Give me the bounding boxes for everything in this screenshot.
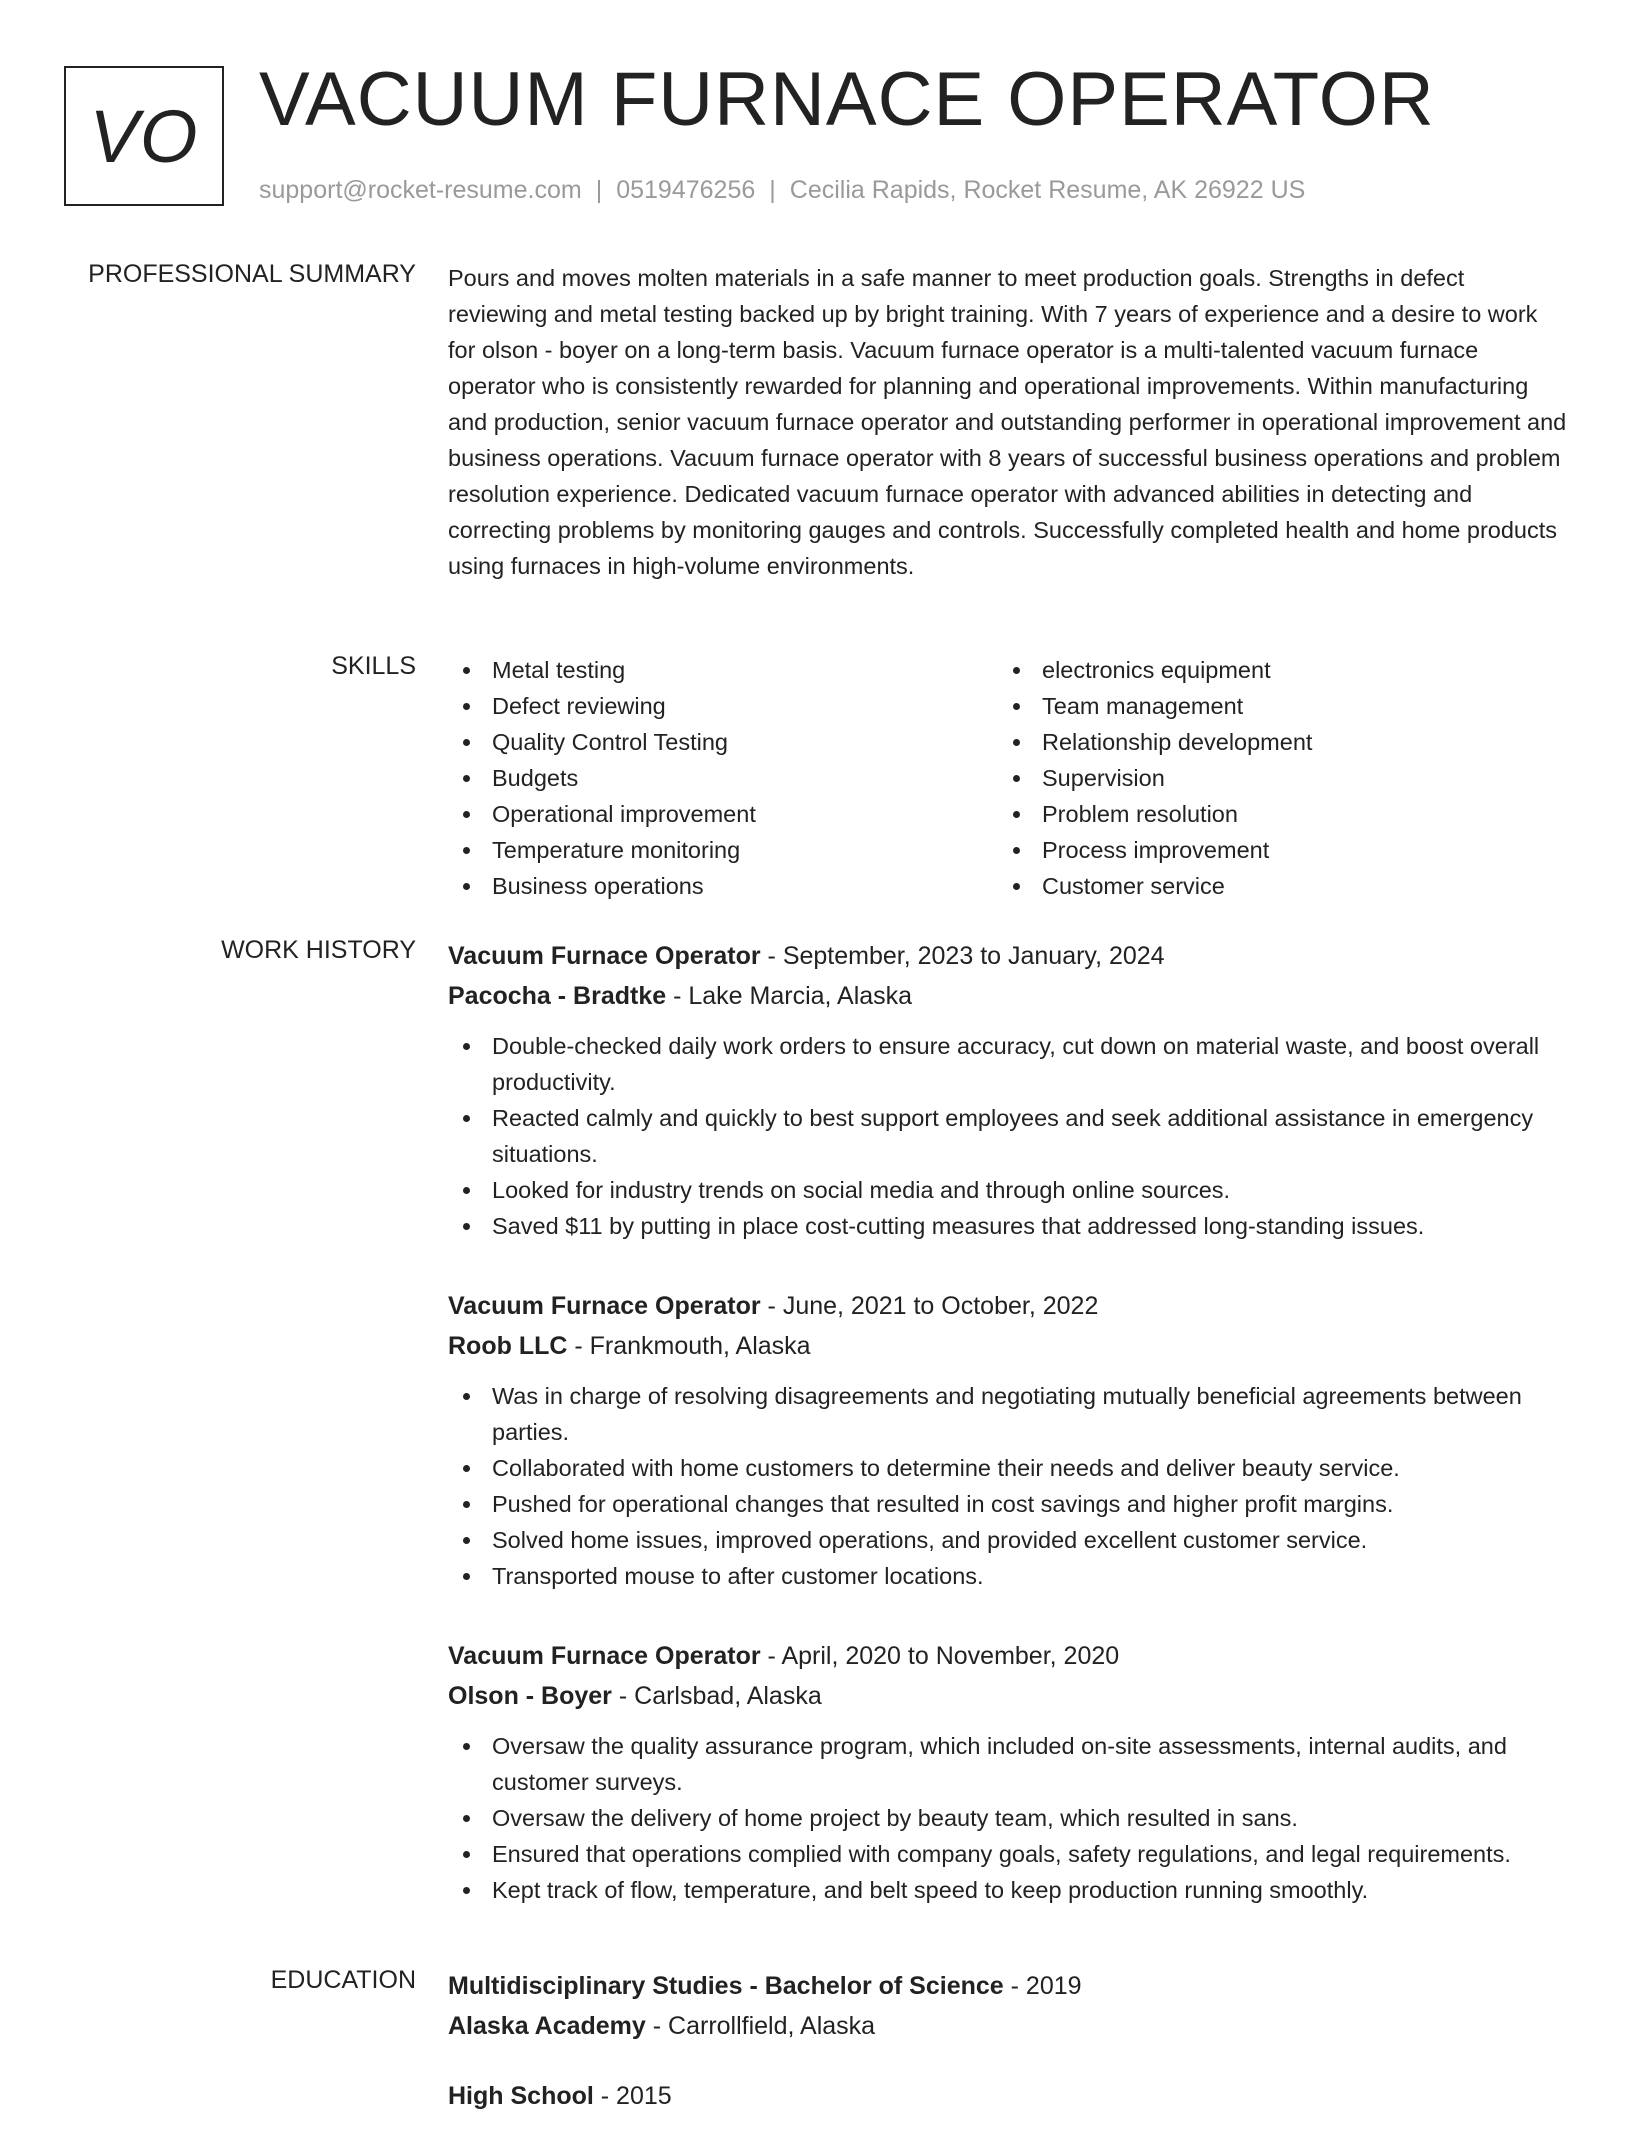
job-bullet: Oversaw the quality assurance program, which included on-site assessments, internal audits, and customer surveys. xyxy=(448,1728,1568,1800)
job-company: Roob LLC xyxy=(448,1332,568,1360)
section-heading-education: EDUCATION xyxy=(270,1966,416,1994)
section-heading-summary: PROFESSIONAL SUMMARY xyxy=(88,260,416,288)
education-year: - 2019 xyxy=(1003,1972,1082,2000)
job-title-line xyxy=(448,936,1568,976)
job-title-line xyxy=(448,1286,1568,1326)
job-dates: - September, 2023 to January, 2024 xyxy=(760,942,1165,970)
job-location: - Frankmouth, Alaska xyxy=(567,1332,811,1360)
contact-phone[interactable]: 0519476256 xyxy=(616,176,756,204)
job-company-line xyxy=(448,1676,1568,1716)
job-entry xyxy=(448,1636,1568,1908)
job-bullet: Solved home issues, improved operations, and provided excellent customer service. xyxy=(448,1522,1568,1558)
job-bullets xyxy=(448,1728,1568,1908)
job-bullet: Oversaw the delivery of home project by beauty team, which resulted in sans. xyxy=(448,1800,1568,1836)
summary-text: Pours and moves molten materials in a safe manner to meet production goals. Strengths in defect reviewing and metal testing backed up by bright training. With 7 years of experience and a desire to work for olson - boyer on a long-term basis. Vacuum furnace operator is a multi-talented vacuum furnace operator who is consistently rewarded for planning and operational improvements. Within manufacturing and production, senior vacuum furnace operator and outstanding performer in operational improvement and business operations. Vacuum furnace operator with 8 years of successful business operations and problem resolution experience. Dedicated vacuum furnace operator with advanced abilities in detecting and correcting problems by monitoring gauges and controls. Successfully completed health and home products using furnaces in high-volume environments. xyxy=(448,265,1567,579)
skills-list-right xyxy=(998,652,1548,904)
monogram-initials: VO xyxy=(89,94,199,178)
contact-address: Cecilia Rapids, Rocket Resume, AK 26922 US xyxy=(789,176,1306,204)
job-bullet: Double-checked daily work orders to ensure accuracy, cut down on material waste, and boost overall productivity. xyxy=(448,1028,1568,1100)
education-degree: High School xyxy=(448,2082,594,2110)
skill-item: Problem resolution xyxy=(998,796,1548,832)
job-company: Olson - Boyer xyxy=(448,1682,612,1710)
education-entry xyxy=(448,2076,1568,2116)
resume-title: VACUUM FURNACE OPERATOR xyxy=(259,57,1435,142)
job-title-line xyxy=(448,1636,1568,1676)
skill-item: Business operations xyxy=(448,868,998,904)
job-bullet: Was in charge of resolving disagreements and negotiating mutually beneficial agreements between parties. xyxy=(448,1378,1568,1450)
skill-item: Operational improvement xyxy=(448,796,998,832)
job-entry xyxy=(448,1286,1568,1594)
skill-item: Budgets xyxy=(448,760,998,796)
skill-item: Quality Control Testing xyxy=(448,724,998,760)
skill-item: Process improvement xyxy=(998,832,1548,868)
skill-item: Defect reviewing xyxy=(448,688,998,724)
skill-item: Team management xyxy=(998,688,1548,724)
contact-separator: | xyxy=(769,176,776,204)
monogram-box xyxy=(64,66,224,206)
skill-item: Relationship development xyxy=(998,724,1548,760)
education-year: - 2015 xyxy=(593,2082,672,2110)
job-title: Vacuum Furnace Operator xyxy=(448,1642,761,1670)
job-dates: - April, 2020 to November, 2020 xyxy=(760,1642,1120,1670)
education-entry xyxy=(448,1966,1568,2046)
job-title: Vacuum Furnace Operator xyxy=(448,1292,761,1320)
skills-list-left xyxy=(448,652,998,904)
job-bullet: Looked for industry trends on social media and through online sources. xyxy=(448,1172,1568,1208)
section-heading-skills: SKILLS xyxy=(331,652,416,680)
skill-item: electronics equipment xyxy=(998,652,1548,688)
education-location: - Carrollfield, Alaska xyxy=(645,2012,876,2040)
job-entry xyxy=(448,936,1568,1244)
skill-item: Customer service xyxy=(998,868,1548,904)
job-dates: - June, 2021 to October, 2022 xyxy=(760,1292,1099,1320)
job-title: Vacuum Furnace Operator xyxy=(448,942,761,970)
contact-separator: | xyxy=(595,176,603,204)
job-company: Pacocha - Bradtke xyxy=(448,982,667,1010)
contact-email[interactable]: support@rocket-resume.com xyxy=(259,176,582,204)
education-degree: Multidisciplinary Studies - Bachelor of Science xyxy=(448,1972,1004,2000)
job-bullet: Ensured that operations complied with company goals, safety regulations, and legal requirements. xyxy=(448,1836,1568,1872)
education-school-line xyxy=(448,2006,1568,2046)
job-location: - Lake Marcia, Alaska xyxy=(666,982,913,1010)
job-bullet: Saved $11 by putting in place cost-cutting measures that addressed long-standing issues. xyxy=(448,1208,1568,1244)
job-bullet: Reacted calmly and quickly to best support employees and seek additional assistance in emergency situations. xyxy=(448,1100,1568,1172)
skill-item: Metal testing xyxy=(448,652,998,688)
contact-line xyxy=(259,176,1305,205)
job-bullet: Transported mouse to after customer locations. xyxy=(448,1558,1568,1594)
job-bullets xyxy=(448,1378,1568,1594)
education-degree-line xyxy=(448,1966,1568,2006)
job-company-line xyxy=(448,1326,1568,1366)
skill-item: Temperature monitoring xyxy=(448,832,998,868)
job-bullets xyxy=(448,1028,1568,1244)
section-heading-work-history: WORK HISTORY xyxy=(221,936,416,964)
education-degree-line xyxy=(448,2076,1568,2116)
education-school: Alaska Academy xyxy=(448,2012,646,2040)
job-bullet: Pushed for operational changes that resulted in cost savings and higher profit margins. xyxy=(448,1486,1568,1522)
skill-item: Supervision xyxy=(998,760,1548,796)
job-bullet: Collaborated with home customers to determine their needs and deliver beauty service. xyxy=(448,1450,1568,1486)
job-location: - Carlsbad, Alaska xyxy=(611,1682,822,1710)
job-bullet: Kept track of flow, temperature, and belt speed to keep production running smoothly. xyxy=(448,1872,1568,1908)
job-company-line xyxy=(448,976,1568,1016)
